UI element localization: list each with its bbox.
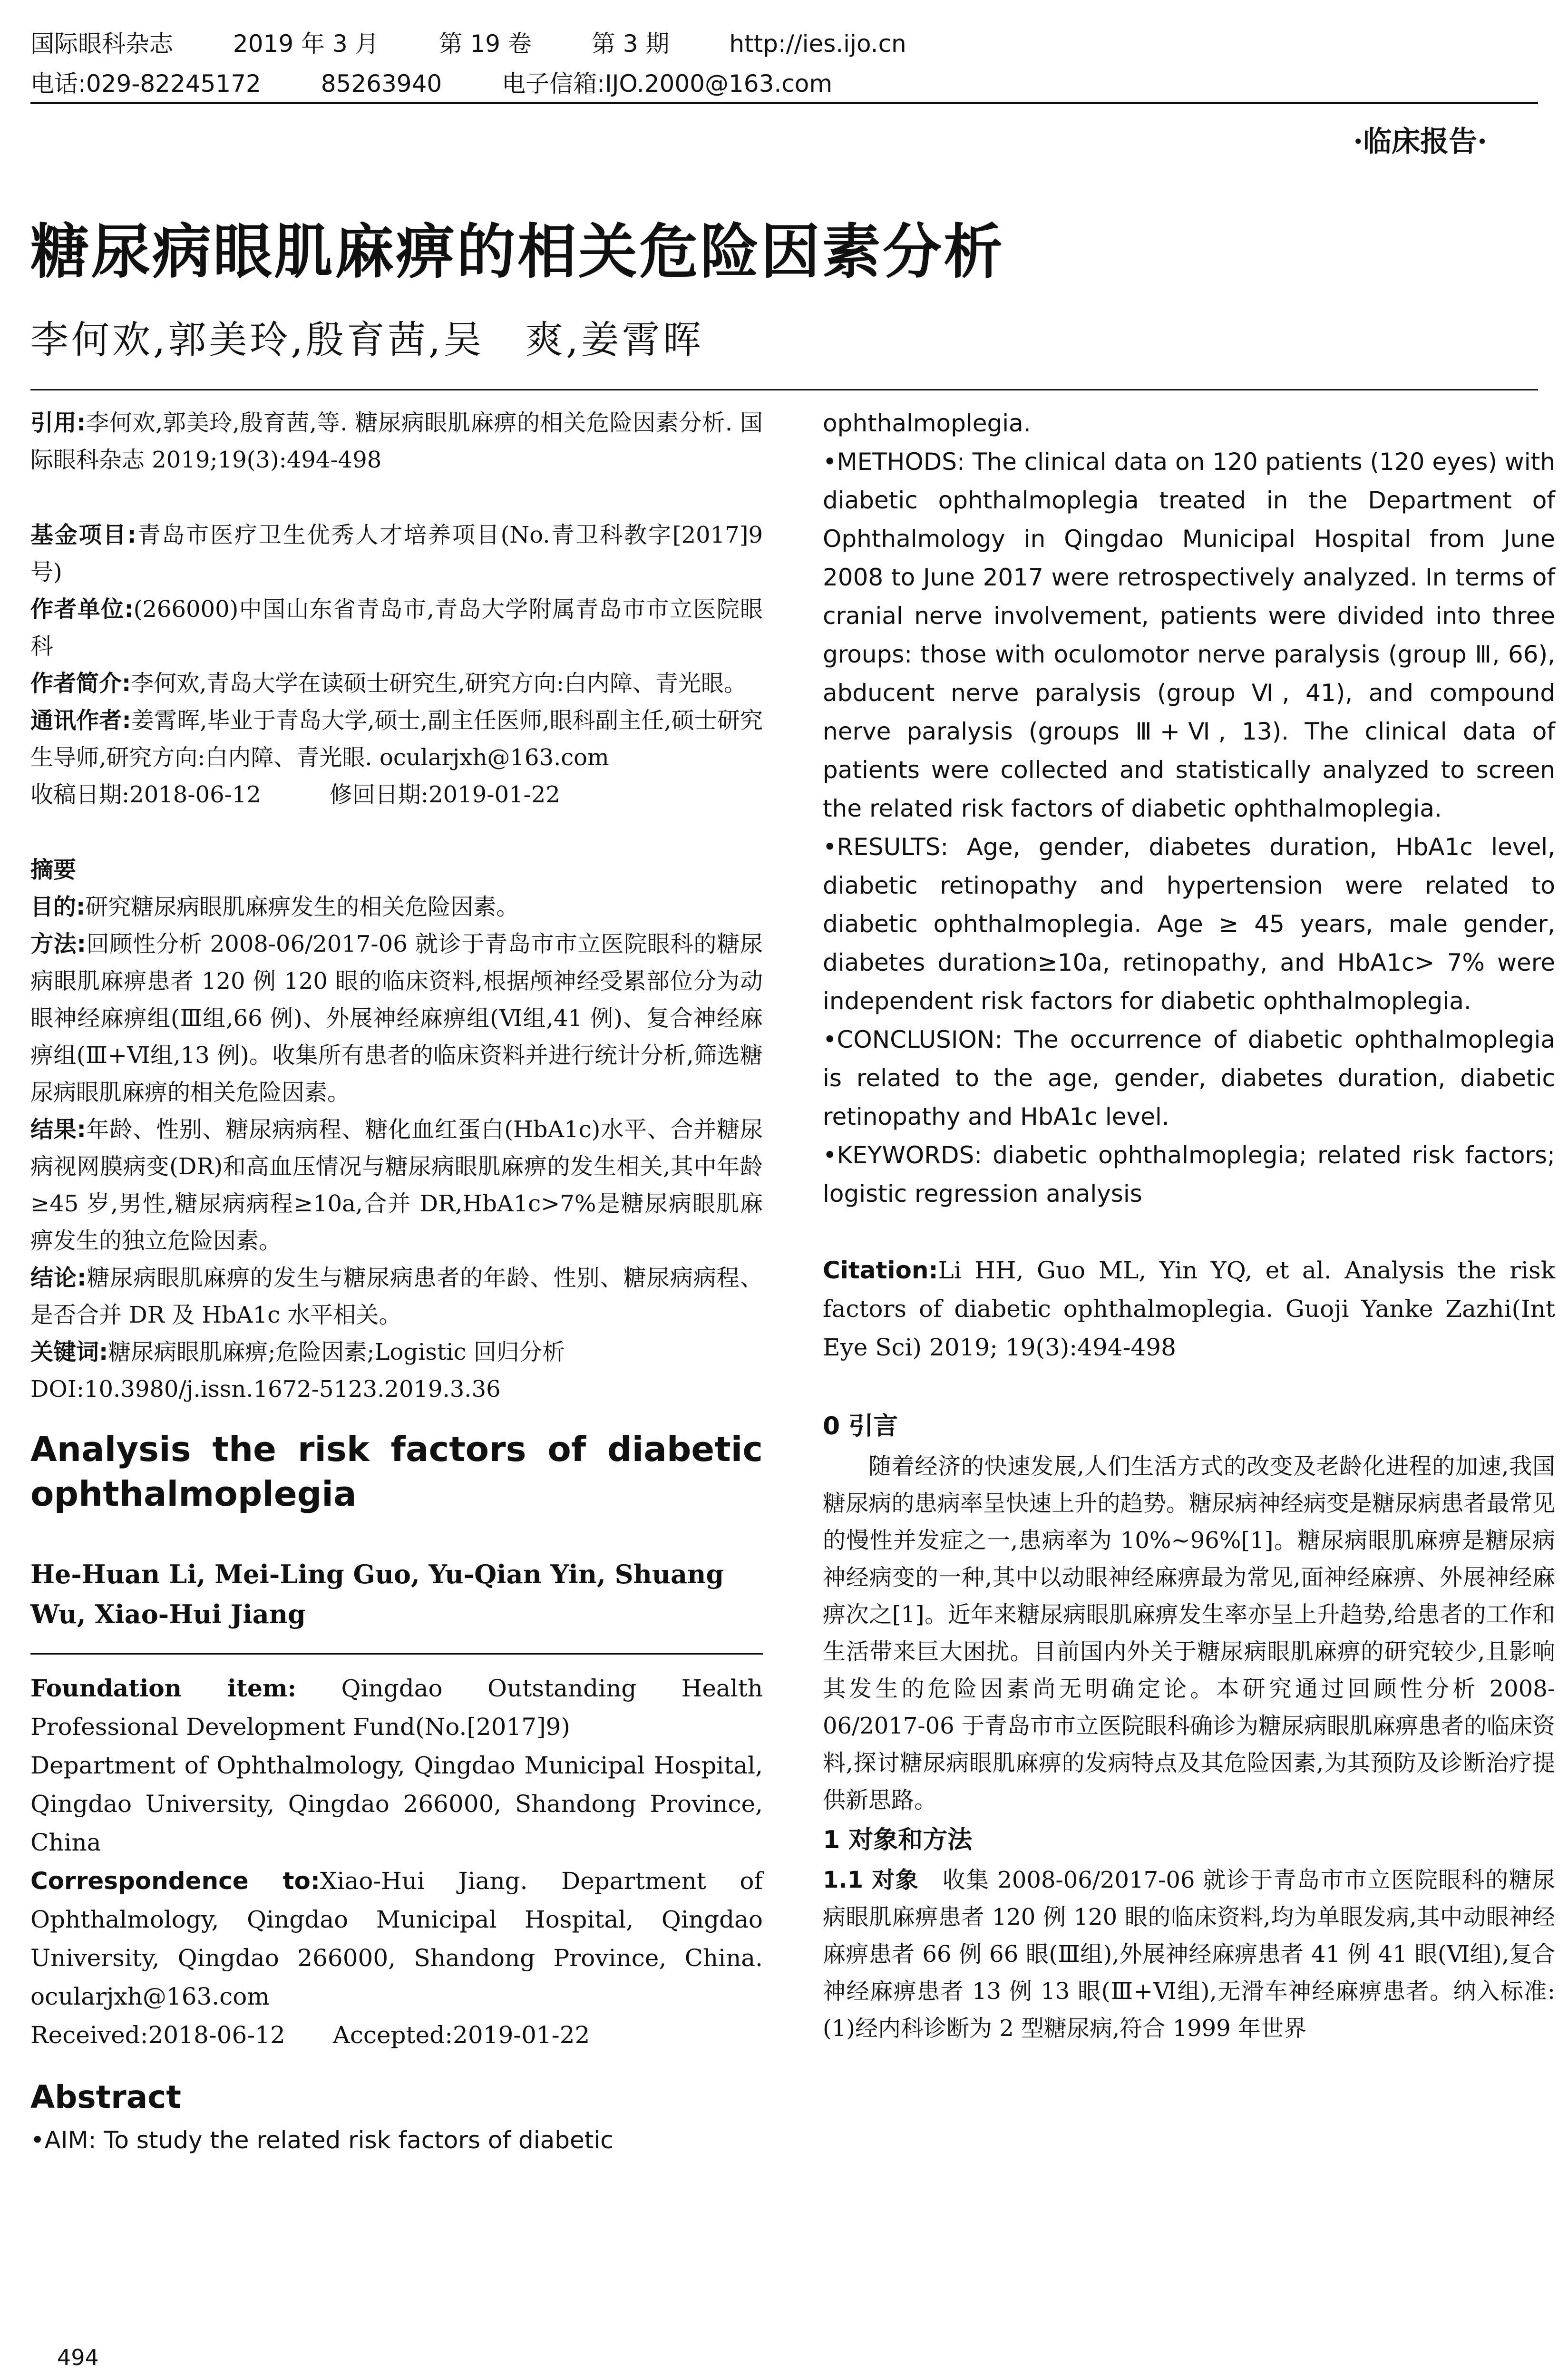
article-title: 糖尿病眼肌麻痹的相关危险因素分析 <box>30 218 1005 286</box>
aim-cn: 目的:研究糖尿病眼肌麻痹发生的相关危险因素。 <box>30 894 519 920</box>
journal-header-line2 <box>30 65 885 99</box>
received-accepted: Received:2018-06-12 Accepted:2019-01-22 <box>30 2021 590 2049</box>
conclusion-en: • CONCLUSION: The occurrence of diabetic ophthalmoplegia is related to the age, gender, diabetes duration, diabetic retinopathy and HbA1c level. <box>823 1021 1555 1136</box>
conclusion-cn: 结论:糖尿病眼肌麻痹的发生与糖尿病患者的年龄、性别、糖尿病病程、是否合并 DR 及 HbA1c 水平相关。 <box>30 1265 763 1328</box>
section-1-heading: 1 对象和方法 <box>823 1826 973 1854</box>
issue-date: 2019 年 3 月 <box>233 30 379 58</box>
citation-cn: 引用:李何欢,郭美玲,殷育茜,等. 糖尿病眼肌麻痹的相关危险因素分析. 国际眼科杂志 2019;19(3):494-498 <box>30 409 763 473</box>
header-rule <box>30 102 1538 104</box>
english-authors: He-Huan Li, Mei-Ling Guo, Yu-Qian Yin, Shuang Wu, Xiao-Hui Jiang <box>30 1559 724 1629</box>
corresponding-author: 通讯作者:姜霄晖,毕业于青岛大学,硕士,副主任医师,眼科副主任,硕士研究生导师,研究方向:白内障、青光眼. ocularjxh@163.com <box>30 707 763 771</box>
right-column <box>823 404 1555 2047</box>
citation-en: Citation:Li HH, Guo ML, Yin YQ, et al. Analysis the risk factors of diabetic ophthalmoplegia. Guoji Yanke Zazhi(Int Eye Sci) 2019; 19(3):494-498 <box>823 1257 1555 1361</box>
author-unit: 作者单位:(266000)中国山东省青岛市,青岛大学附属青岛市市立医院眼科 <box>30 596 763 660</box>
english-title: Analysis the risk factors of diabetic ophthalmoplegia <box>30 1429 763 1514</box>
journal-header-line1 <box>30 25 959 59</box>
abstract-heading-cn: 摘要 <box>30 857 77 883</box>
aim-en: • AIM: To study the related risk factors of diabetic <box>30 2121 763 2160</box>
page-number: 494 <box>57 2345 99 2370</box>
results-en: • RESULTS: Age, gender, diabetes duration, HbA1c level, diabetic retinopathy and hypertension were related to diabetic ophthalmoplegia. Age ≥ 45 years, male gender, diabetes duration≥10a, retinopathy, and HbA1c> 7% were independent risk factors for diabetic ophthalmoplegia. <box>823 828 1555 1021</box>
results-cn: 结果:年龄、性别、糖尿病病程、糖化血红蛋白(HbA1c)水平、合并糖尿病视网膜病变(DR)和高血压情况与糖尿病眼肌麻痹的发生相关,其中年龄≥45 岁,男性,糖尿病病程≥10a,合并 DR,HbA1c>7%是糖尿病眼肌麻痹发生的独立危险因素。 <box>30 1116 763 1254</box>
introduction-paragraph: 随着经济的快速发展,人们生活方式的改变及老龄化进程的加速,我国糖尿病的患病率呈快速上升的趋势。糖尿病神经病变是糖尿病患者最常见的慢性并发症之一,患病率为 10%~96%[1]。糖尿病眼肌麻痹是糖尿病神经病变的一种,其中以动眼神经麻痹最为常见,面神经麻痹、外展神经麻痹次之[1]。近年来糖尿病眼肌麻痹发生率亦呈上升趋势,给患者的工作和生活带来巨大困扰。目前国内外关于糖尿病眼肌麻痹的研究较少,且影响其发生的危险因素尚无明确定论。本研究通过回顾性分析 2008-06/2017-06 于青岛市市立医院眼科确诊为糖尿病眼肌麻痹患者的临床资料,探讨糖尿病眼肌麻痹的发病特点及其危险因素,为其预防及诊断治疗提供新思路。 <box>823 1453 1555 1813</box>
correspondence: Correspondence to:Xiao-Hui Jiang. Department of Ophthalmology, Qingdao Municipal Hospital, Qingdao University, Qingdao 266000, Shandong Province, China. ocularjxh@163.com <box>30 1867 763 2010</box>
section-0-heading: 0 引言 <box>823 1412 898 1441</box>
english-authors-rule <box>30 1653 763 1655</box>
volume: 第 19 卷 <box>438 30 532 58</box>
article-category: ·临床报告· <box>1353 125 1487 158</box>
email[interactable]: 电子信箱:IJO.2000@163.com <box>502 70 833 97</box>
fund-info: 基金项目:青岛市医疗卫生优秀人才培养项目(No.青卫科教字[2017]9 号) <box>30 522 763 585</box>
doi[interactable]: DOI:10.3980/j.issn.1672-5123.2019.3.36 <box>30 1376 501 1403</box>
phone-2: 85263940 <box>321 70 442 97</box>
keywords-en: • KEYWORDS: diabetic ophthalmoplegia; related risk factors; logistic regression analysis <box>823 1136 1555 1213</box>
abstract-heading-en: Abstract <box>30 2079 181 2115</box>
article-authors: 李何欢,郭美玲,殷育茜,吴 爽,姜霄晖 <box>30 318 704 362</box>
author-bio: 作者简介:李何欢,青岛大学在读硕士研究生,研究方向:白内障、青光眼。 <box>30 670 747 697</box>
methods-en: • METHODS: The clinical data on 120 patients (120 eyes) with diabetic ophthalmoplegia treated in the Department of Ophthalmology in Qingdao Municipal Hospital from June 2008 to June 2017 were retrospectively analyzed. In terms of cranial nerve involvement, patients were divided into three groups: those with oculomotor nerve paralysis (group Ⅲ, 66), abducent nerve paralysis (group Ⅵ, 41), and compound nerve paralysis (groups Ⅲ+Ⅵ, 13). The clinical data of patients were collected and statistically analyzed to screen the related risk factors of diabetic ophthalmoplegia. <box>823 443 1555 828</box>
received-dates: 收稿日期:2018-06-12 修回日期:2019-01-22 <box>30 781 560 808</box>
phone: 电话:029-82245172 <box>30 70 261 97</box>
methods-cn: 方法:回顾性分析 2008-06/2017-06 就诊于青岛市市立医院眼科的糖尿病眼肌麻痹患者 120 例 120 眼的临床资料,根据颅神经受累部位分为动眼神经麻痹组(Ⅲ组,66 例)、外展神经麻痹组(Ⅵ组,41 例)、复合神经麻痹组(Ⅲ+Ⅵ组,13 例)。收集所有患者的临床资料并进行统计分析,筛选糖尿病眼肌麻痹的相关危险因素。 <box>30 931 763 1106</box>
journal-url[interactable]: http://ies.ijo.cn <box>729 30 906 58</box>
issue: 第 3 期 <box>591 30 670 58</box>
title-rule <box>30 389 1538 390</box>
aim-en-continued: ophthalmoplegia. <box>823 409 1031 437</box>
left-column <box>30 404 763 2160</box>
keywords-cn: 关键词:糖尿病眼肌麻痹;危险因素;Logistic 回归分析 <box>30 1339 565 1365</box>
foundation-item: Foundation item: Qingdao Outstanding Health Professional Development Fund(No.[2017]9) <box>30 1674 763 1741</box>
journal-name: 国际眼科杂志 <box>30 30 173 58</box>
subsection-1-1: 1.1 对象 收集 2008-06/2017-06 就诊于青岛市市立医院眼科的糖尿病眼肌麻痹患者 120 例 120 眼的临床资料,均为单眼发病,其中动眼神经麻痹患者 66 例 66 眼(Ⅲ组),外展神经麻痹患者 41 例 41 眼(Ⅵ组),复合神经麻痹患者 13 例 13 眼(Ⅲ+Ⅵ组),无滑车神经麻痹患者。纳入标准:(1)经内科诊断为 2 型糖尿病,符合 1999 年世界 <box>823 1867 1555 2042</box>
department: Department of Ophthalmology, Qingdao Municipal Hospital, Qingdao University, Qingdao 266000, Shandong Province, China <box>30 1752 763 1856</box>
